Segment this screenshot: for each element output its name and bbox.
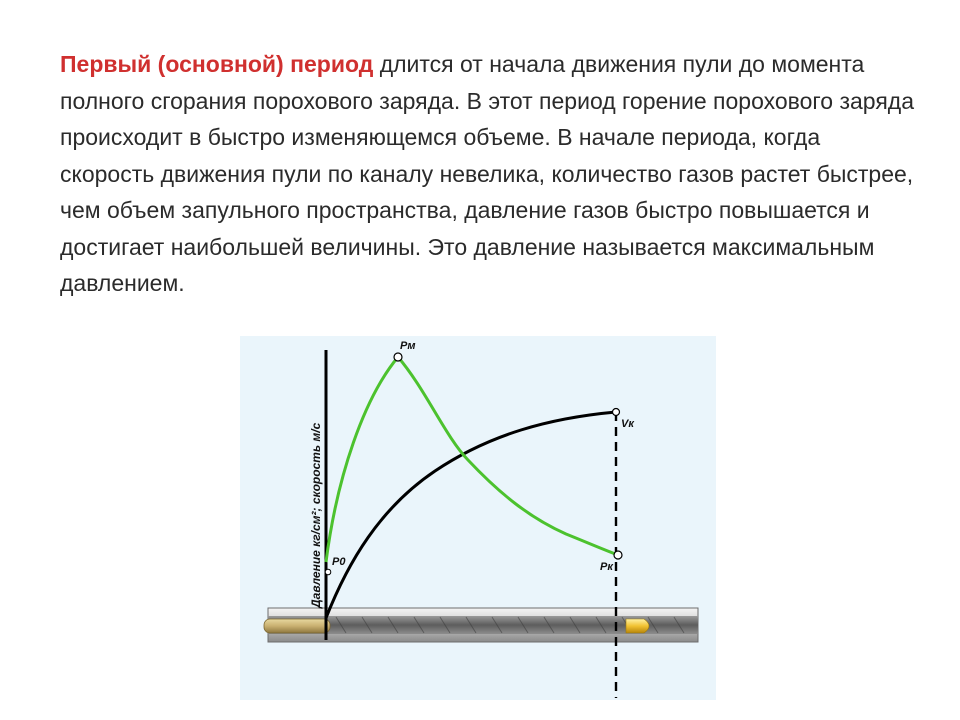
period-description: длится от начала движения пули до момента полного сгорания порохового заряда. В этот период горение порохового заряда происходит в быстро изменяющемся объеме. В начале периода, когда скорость движения пули по каналу невелика, количество газов растет быстрее, чем объем запульного пространства, давление газов быстро повышается и достигает наибольшей величины. Это давление называется максимальным давлением. [60,51,914,296]
p-max-marker [394,353,402,361]
axis-label: Давление кг/см²; скорость м/с [309,422,323,608]
p-k-label: Pк [600,561,613,573]
diagram-svg [240,336,716,700]
ballistics-diagram [240,336,716,700]
p-zero-label: P0 [332,556,346,568]
v-k-label: Vк [621,418,634,430]
v-k-marker [613,409,620,416]
p-zero-marker [325,569,331,575]
cartridge-case [264,619,330,633]
slide-body [60,46,920,302]
velocity-curve [326,412,616,618]
p-max-label: Pм [400,340,416,352]
p-k-marker [614,551,622,559]
period-title: Первый (основной) период [60,51,374,77]
pressure-curve [326,357,618,562]
bullet [626,619,649,633]
